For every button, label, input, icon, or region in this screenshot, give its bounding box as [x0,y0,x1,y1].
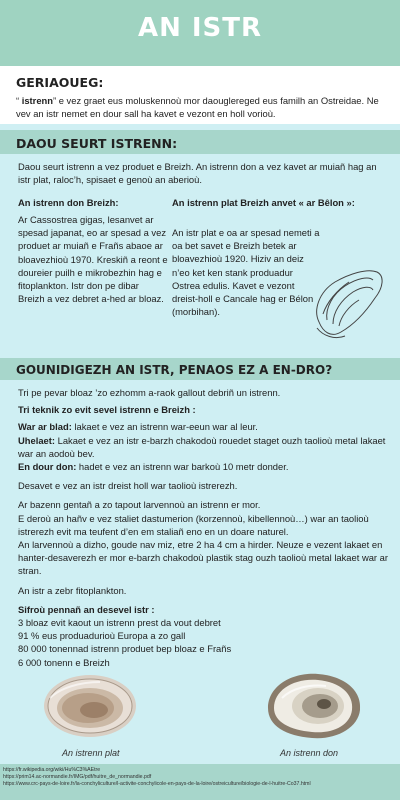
stat-item: 6 000 tonenn e Breizh [18,656,110,668]
glossary-term: istrenn [21,95,53,106]
farming-title: GOUNIDIGEZH AN ISTR, PENAOS EZ A EN-DRO? [16,363,333,377]
source-link[interactable]: https://fr.wikipedia.org/wiki/Hu%C3%AEtre [3,767,101,773]
page-title: AN ISTR [137,13,263,43]
farming-p2: Tri teknik zo evit sevel istrenn e Breizh : [18,404,196,416]
deep-oyster-heading: An istrenn don Breizh: [18,197,119,208]
flat-oyster-image [40,668,140,740]
caption-deep-oyster: An istrenn don [280,748,339,758]
technique-2: Uhelaet: Lakaet e vez an istr e-barzh chakodoù rouedet staget ouzh taolioù metal lakaet war an aodoù bev. [18,434,386,459]
types-intro: Daou seurt istrenn a vez produet e Breizh. An istrenn don a vez kavet ar muiañ hag an istr plat, raloc’h, spisaet e genoù an aberioù. [18,161,377,186]
caption-flat-oyster: An istrenn plat [62,748,120,758]
farming-p5: E deroù an hañv e vez staliet dastumerion (korzennoù, kibellennoù…) war an taolioù istrerezh evit ma teufent d’en em staliañ eno en un doare naturel. [18,512,369,537]
farming-p1: Tri pe pevar bloaz ’zo ezhomm a-raok gallout debriñ un istrenn. [18,387,281,398]
technique-1: War ar blad: lakaet e vez an istrenn war-eeun war al leur. [18,421,258,433]
flat-oyster-heading: An istrenn plat Breizh anvet « ar Bêlon »: [172,197,355,208]
types-title: DAOU SEURT ISTRENN: [16,136,178,151]
glossary-title: GERIAOUEG: [16,75,104,90]
deep-oyster-image [262,668,366,744]
stat-item: 91 % eus produadurioù Europa a zo gall [18,630,186,642]
glossary-text: “ istrenn” e vez graet eus moluskennoù mor daouglereged eus familh an Ostreidae. Ne vev an istr nemet en dour sall ha kavet e vezont en holl vorioù. [16,95,379,120]
stats-heading: Sifroù pennañ an desevel istr : [18,603,155,615]
farming-p7: An istr a zebr fitoplankton. [18,584,127,596]
stat-item: 3 bloaz evit kaout un istrenn prest da vout debret [18,617,221,629]
farming-p3: Desavet e vez an istr dreist holl war taolioù istrerezh. [18,480,238,492]
header [0,0,400,66]
deep-oyster-text: Ar Cassostrea gigas, lesanvet ar spesad japanat, eo ar spesad a vez produet ar muiañ e Frañs abaoe ar bloavezhioù 1970. Kreskiñ a reont e doureier puilh e mikrobezhin hag e fitoplankton. Istr don pe dibar Breizh a vez debret a-hed ar bloaz. [18,214,168,305]
oyster-sketch-icon [305,262,387,346]
farming-text [18,386,388,669]
farming-p6: An larvennoù a dizho, goude nav miz, etre 2 ha 4 cm a hirder. Neuze e vezent lakaet en hanter-desaverezh er mor e-barzh chakodoù plastik stag ouzh taolioù metal lakaet war ar stran. [18,539,388,577]
flat-oyster-text: An istr plat e oa ar spesad nemeti a oa bet savet e Breizh betek ar bloavezhioù 1920. Hiziv an deiz n’eo ket ken stank produadur Ostrea edulis. Kavet e vezont dreist-holl e Cancale hag er Bélon (morbihan). [172,227,320,318]
stat-item: 80 000 tonennad istrenn produet bep bloaz e Frañs [18,643,232,655]
source-link[interactable]: https://prim14.ac-normandie.fr/IMG/pdf/huitre_de_normandie.pdf [3,774,152,780]
technique-3: En dour don: hadet e vez an istrenn war barkoù 10 metr donder. [18,461,289,473]
farming-p4: Ar bazenn gentañ a zo tapout larvennoù an istrenn er mor. [18,499,261,511]
source-link[interactable]: https://www.crc-pays-de-loire.fr/la-conchyliculture/l-activite-conchylicole-en-pays-de-la-loire/ostreiculture/biologie-de-l-huitre-Co37.html [3,781,311,787]
